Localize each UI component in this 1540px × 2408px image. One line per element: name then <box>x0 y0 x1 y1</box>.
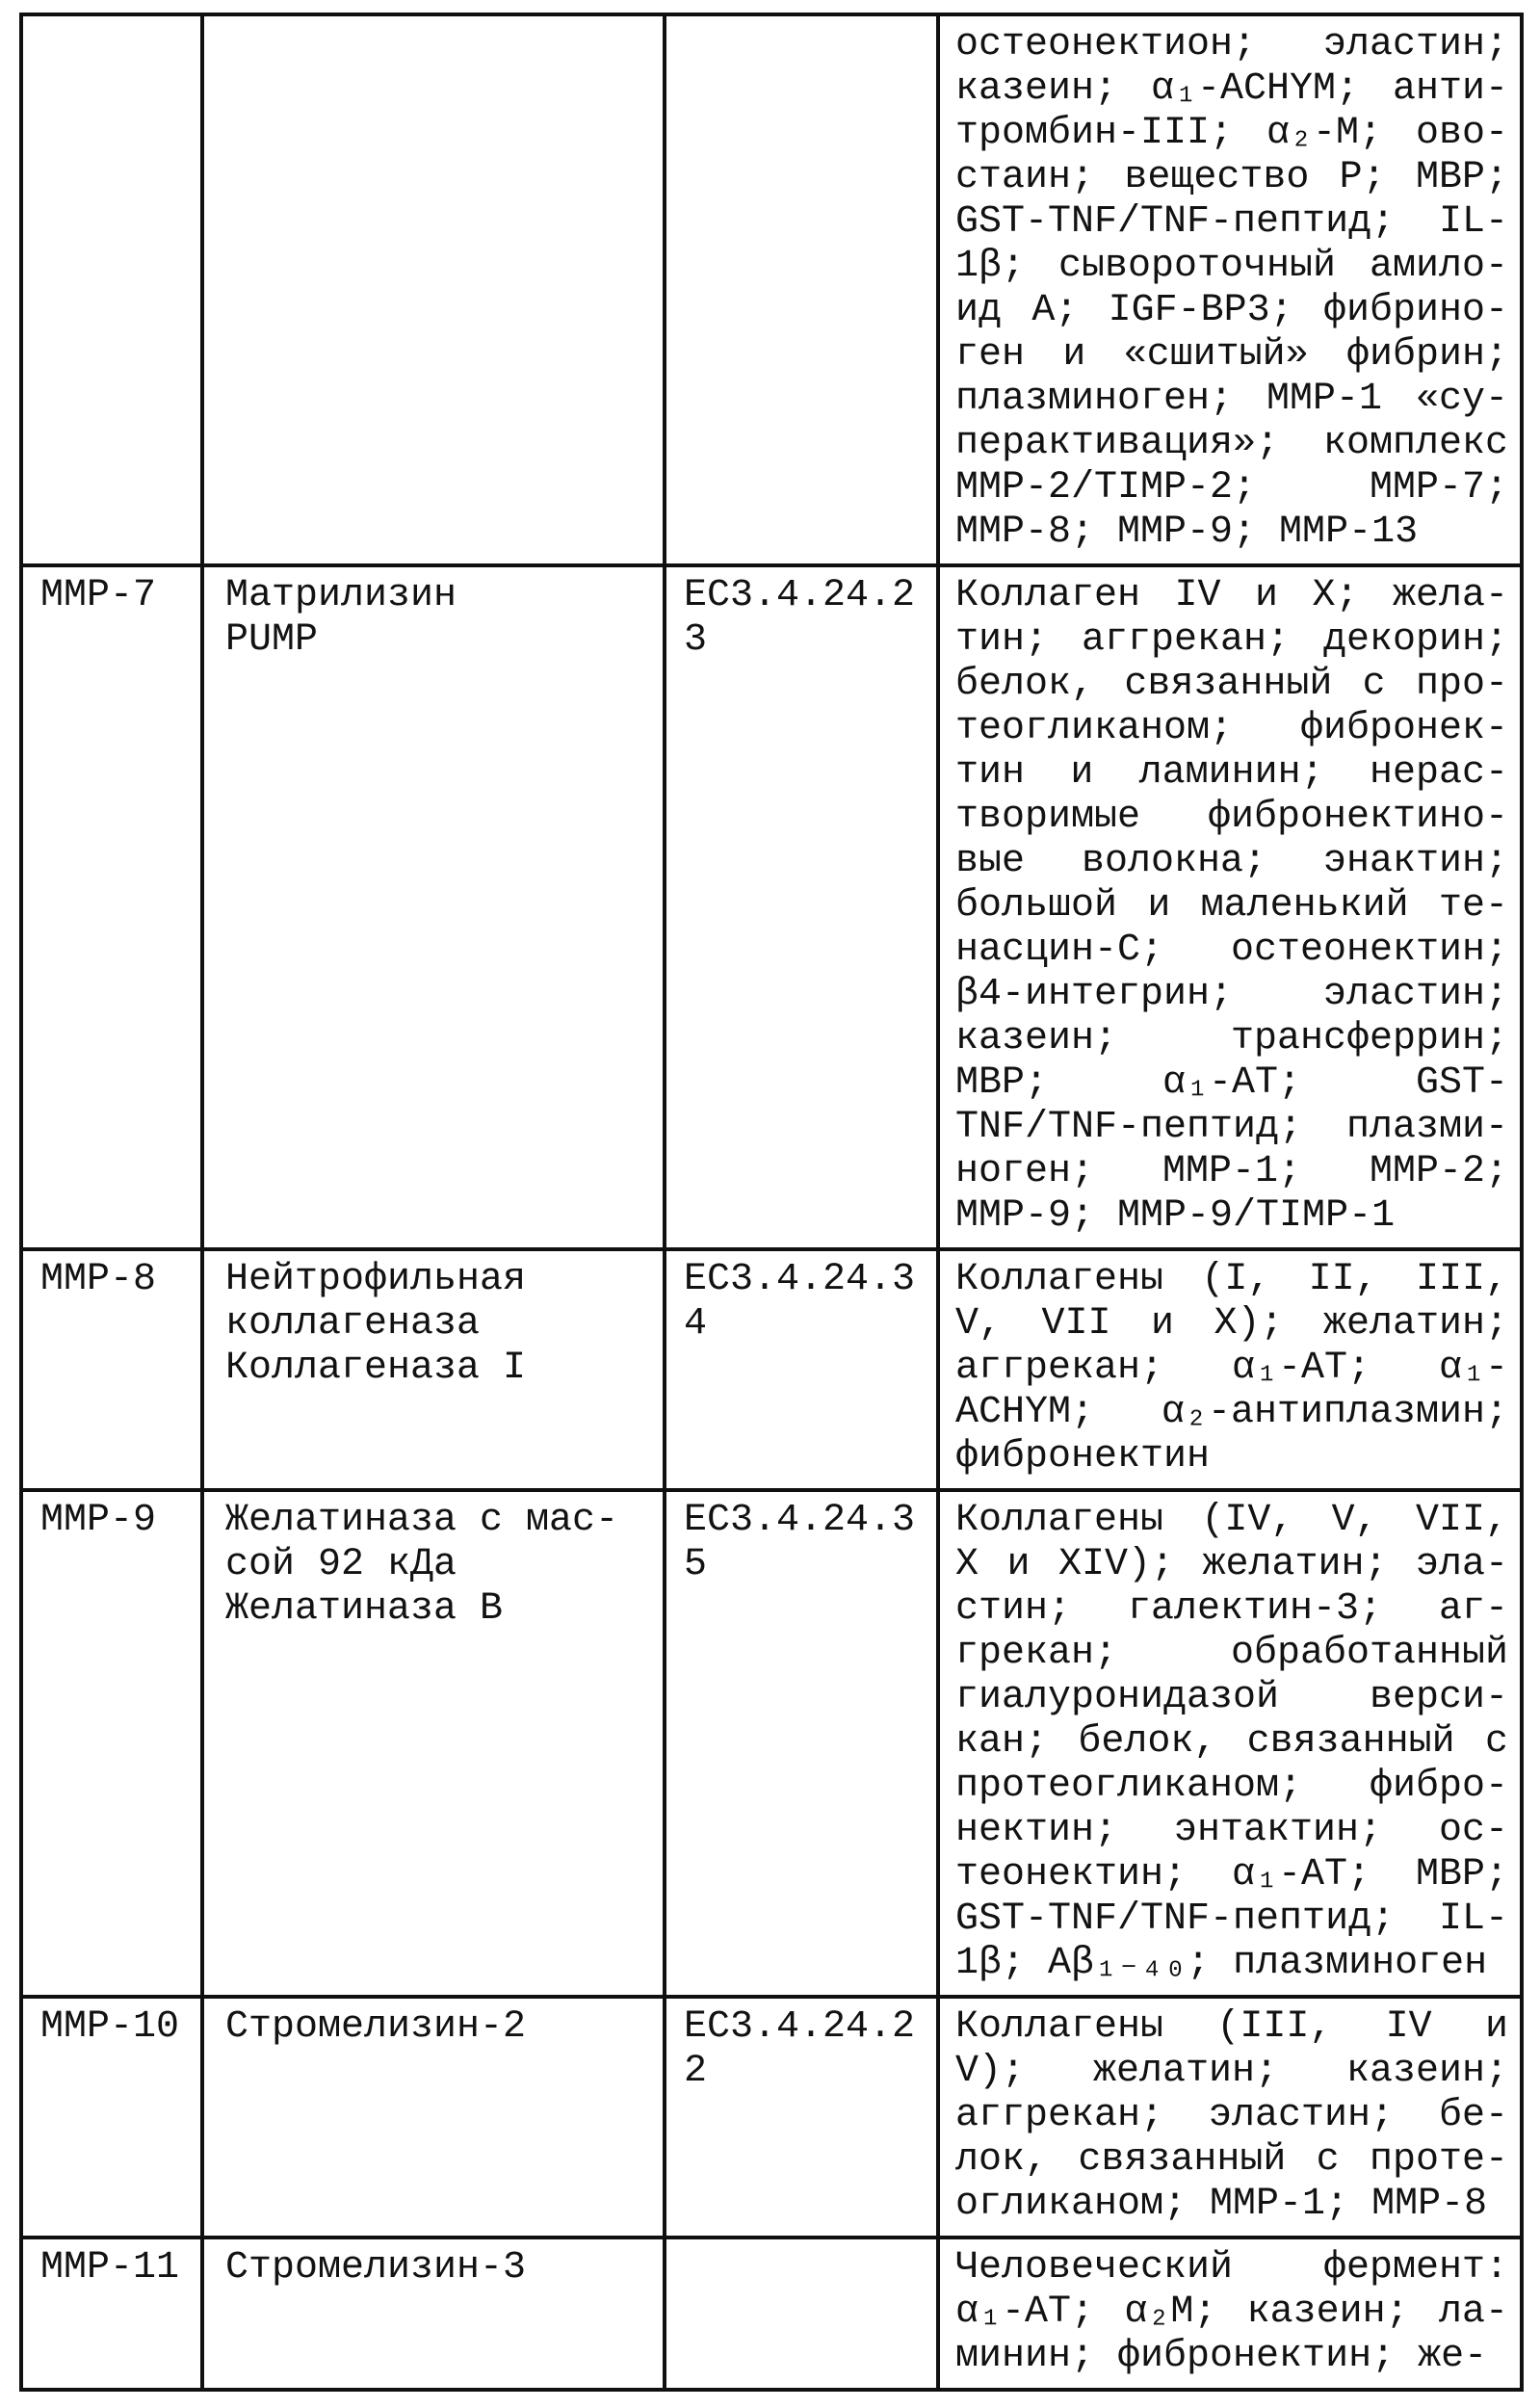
text-line: тин и ламинин; нерас- <box>955 751 1508 795</box>
text-line: нектин; энтактин; ос- <box>955 1809 1508 1852</box>
cell-mmp-id <box>21 1490 202 1997</box>
table-row <box>21 1997 1522 2238</box>
text-line: перактивация»; комплекс <box>955 422 1508 465</box>
cell-enzyme-name <box>202 1490 665 1997</box>
table-body <box>21 14 1522 2390</box>
text-line: ММР-10 <box>40 2005 180 2049</box>
text-line: ACHYM; α₂-антиплазмин; <box>955 1391 1508 1434</box>
text-line: остеонектион; эластин; <box>955 23 1508 66</box>
text-line: EC3.4.24.3 <box>684 1258 916 1301</box>
cell-substrates <box>938 1490 1522 1997</box>
cell-substrates <box>938 1997 1522 2238</box>
cell-mmp-id <box>21 2238 202 2390</box>
text-line: теонектин; α₁-AT; MBP; <box>955 1853 1508 1897</box>
text-line: насцин-C; остеонектин; <box>955 929 1508 972</box>
mmp-substrate-table <box>19 13 1524 2392</box>
text-line: лок, связанный с проте- <box>955 2138 1508 2182</box>
text-line: ММР-2/TIMP-2; ММР-7; <box>955 466 1508 510</box>
text-line: Коллагеназа I <box>225 1347 527 1390</box>
cell-substrates <box>938 2238 1522 2390</box>
text-line: кан; белок, связанный с <box>955 1720 1508 1764</box>
text-line: вые волокна; энактин; <box>955 840 1508 883</box>
text-line: Коллагены (III, IV и <box>955 2005 1508 2049</box>
text-line: 1β; Aβ₁₋₄₀; плазминоген <box>955 1942 1488 1985</box>
text-line: тин; аггрекан; декорин; <box>955 618 1508 662</box>
table-row <box>21 1490 1522 1997</box>
text-line: казеин; α₁-ACHYM; анти- <box>955 67 1508 111</box>
text-line: Желатиназа B <box>225 1587 504 1631</box>
cell-enzyme-name <box>202 14 665 565</box>
cell-mmp-id <box>21 1249 202 1490</box>
text-line: плазминоген; ММР-1 «су- <box>955 378 1508 421</box>
text-line: ид A; IGF-BP3; фибрино- <box>955 289 1508 332</box>
text-line: творимые фибронектино- <box>955 796 1508 839</box>
text-line: Нейтрофильная <box>225 1258 527 1301</box>
text-line: стин; галектин-3; аг- <box>955 1587 1508 1631</box>
text-line: V); желатин; казеин; <box>955 2050 1508 2093</box>
text-line: ноген; ММР-1; ММР-2; <box>955 1150 1508 1193</box>
text-line: ММР-7 <box>40 574 157 617</box>
text-line: Коллаген IV и X; жела- <box>955 574 1508 617</box>
text-line: Коллагены (IV, V, VII, <box>955 1499 1508 1542</box>
text-line: аггрекан; α₁-AT; α₁- <box>955 1347 1508 1390</box>
table-row <box>21 14 1522 565</box>
cell-mmp-id <box>21 565 202 1249</box>
cell-ec-number <box>665 565 938 1249</box>
text-line: большой и маленький те- <box>955 884 1508 928</box>
text-line: V, VII и X); желатин; <box>955 1302 1508 1346</box>
cell-mmp-id <box>21 14 202 565</box>
text-line: Человеческий фермент: <box>955 2246 1508 2290</box>
text-line: белок, связанный с про- <box>955 663 1508 706</box>
text-line: 1β; сывороточный амило- <box>955 245 1508 288</box>
text-line: теогликаном; фибронек- <box>955 707 1508 750</box>
text-line: казеин; трансферрин; <box>955 1017 1508 1060</box>
text-line: минин; фибронектин; же- <box>955 2335 1488 2378</box>
cell-ec-number <box>665 2238 938 2390</box>
text-line: коллагеназа <box>225 1302 481 1346</box>
cell-enzyme-name <box>202 1249 665 1490</box>
text-line: Матрилизин <box>225 574 457 617</box>
text-line: стаин; вещество P; MBP; <box>955 156 1508 199</box>
cell-ec-number <box>665 1997 938 2238</box>
text-line: протеогликаном; фибро- <box>955 1765 1508 1808</box>
text-line: X и XIV); желатин; эла- <box>955 1543 1508 1586</box>
cell-ec-number <box>665 1249 938 1490</box>
text-line: грекан; обработанный <box>955 1632 1508 1675</box>
text-line: 3 <box>684 618 708 662</box>
text-line: аггрекан; эластин; бе- <box>955 2094 1508 2137</box>
text-line: β4-интегрин; эластин; <box>955 973 1508 1016</box>
text-line: ММР-8 <box>40 1258 157 1301</box>
text-line: EC3.4.24.2 <box>684 574 916 617</box>
text-line: GST-TNF/TNF-пептид; IL- <box>955 1898 1508 1941</box>
text-line: Стромелизин-2 <box>225 2005 527 2049</box>
cell-enzyme-name <box>202 1997 665 2238</box>
text-line: ММР-11 <box>40 2246 180 2290</box>
text-line: GST-TNF/TNF-пептид; IL- <box>955 200 1508 244</box>
text-line: PUMP <box>225 618 319 662</box>
text-line: EC3.4.24.3 <box>684 1499 916 1542</box>
text-line: ген и «сшитый» фибрин; <box>955 333 1508 377</box>
cell-substrates <box>938 565 1522 1249</box>
text-line: ММР-8; ММР-9; ММР-13 <box>955 510 1419 554</box>
text-line: 4 <box>684 1302 708 1346</box>
cell-ec-number <box>665 1490 938 1997</box>
table-row <box>21 1249 1522 1490</box>
table-row <box>21 565 1522 1249</box>
text-line: Желатиназа с мас- <box>225 1499 619 1542</box>
text-line: TNF/TNF-пептид; плазми- <box>955 1106 1508 1149</box>
table-row <box>21 2238 1522 2390</box>
cell-ec-number <box>665 14 938 565</box>
text-line: гиалуронидазой верси- <box>955 1676 1508 1719</box>
text-line: Коллагены (I, II, III, <box>955 1258 1508 1301</box>
text-line: огликаном; ММР-1; ММР-8 <box>955 2183 1488 2226</box>
text-line: ММР-9 <box>40 1499 157 1542</box>
text-line: фибронектин <box>955 1435 1211 1479</box>
cell-mmp-id <box>21 1997 202 2238</box>
cell-enzyme-name <box>202 565 665 1249</box>
text-line: MBP; α₁-AT; GST- <box>955 1061 1508 1105</box>
text-line: ММР-9; ММР-9/TIMP-1 <box>955 1194 1396 1238</box>
cell-enzyme-name <box>202 2238 665 2390</box>
text-line: α₁-AT; α₂M; казеин; ла- <box>955 2290 1508 2334</box>
text-line: тромбин-III; α₂-M; ово- <box>955 112 1508 155</box>
text-line: 5 <box>684 1543 708 1586</box>
text-line: сой 92 кДа <box>225 1543 457 1586</box>
cell-substrates <box>938 14 1522 565</box>
text-line: Стромелизин-3 <box>225 2246 527 2290</box>
text-line: EC3.4.24.2 <box>684 2005 916 2049</box>
cell-substrates <box>938 1249 1522 1490</box>
text-line: 2 <box>684 2050 708 2093</box>
